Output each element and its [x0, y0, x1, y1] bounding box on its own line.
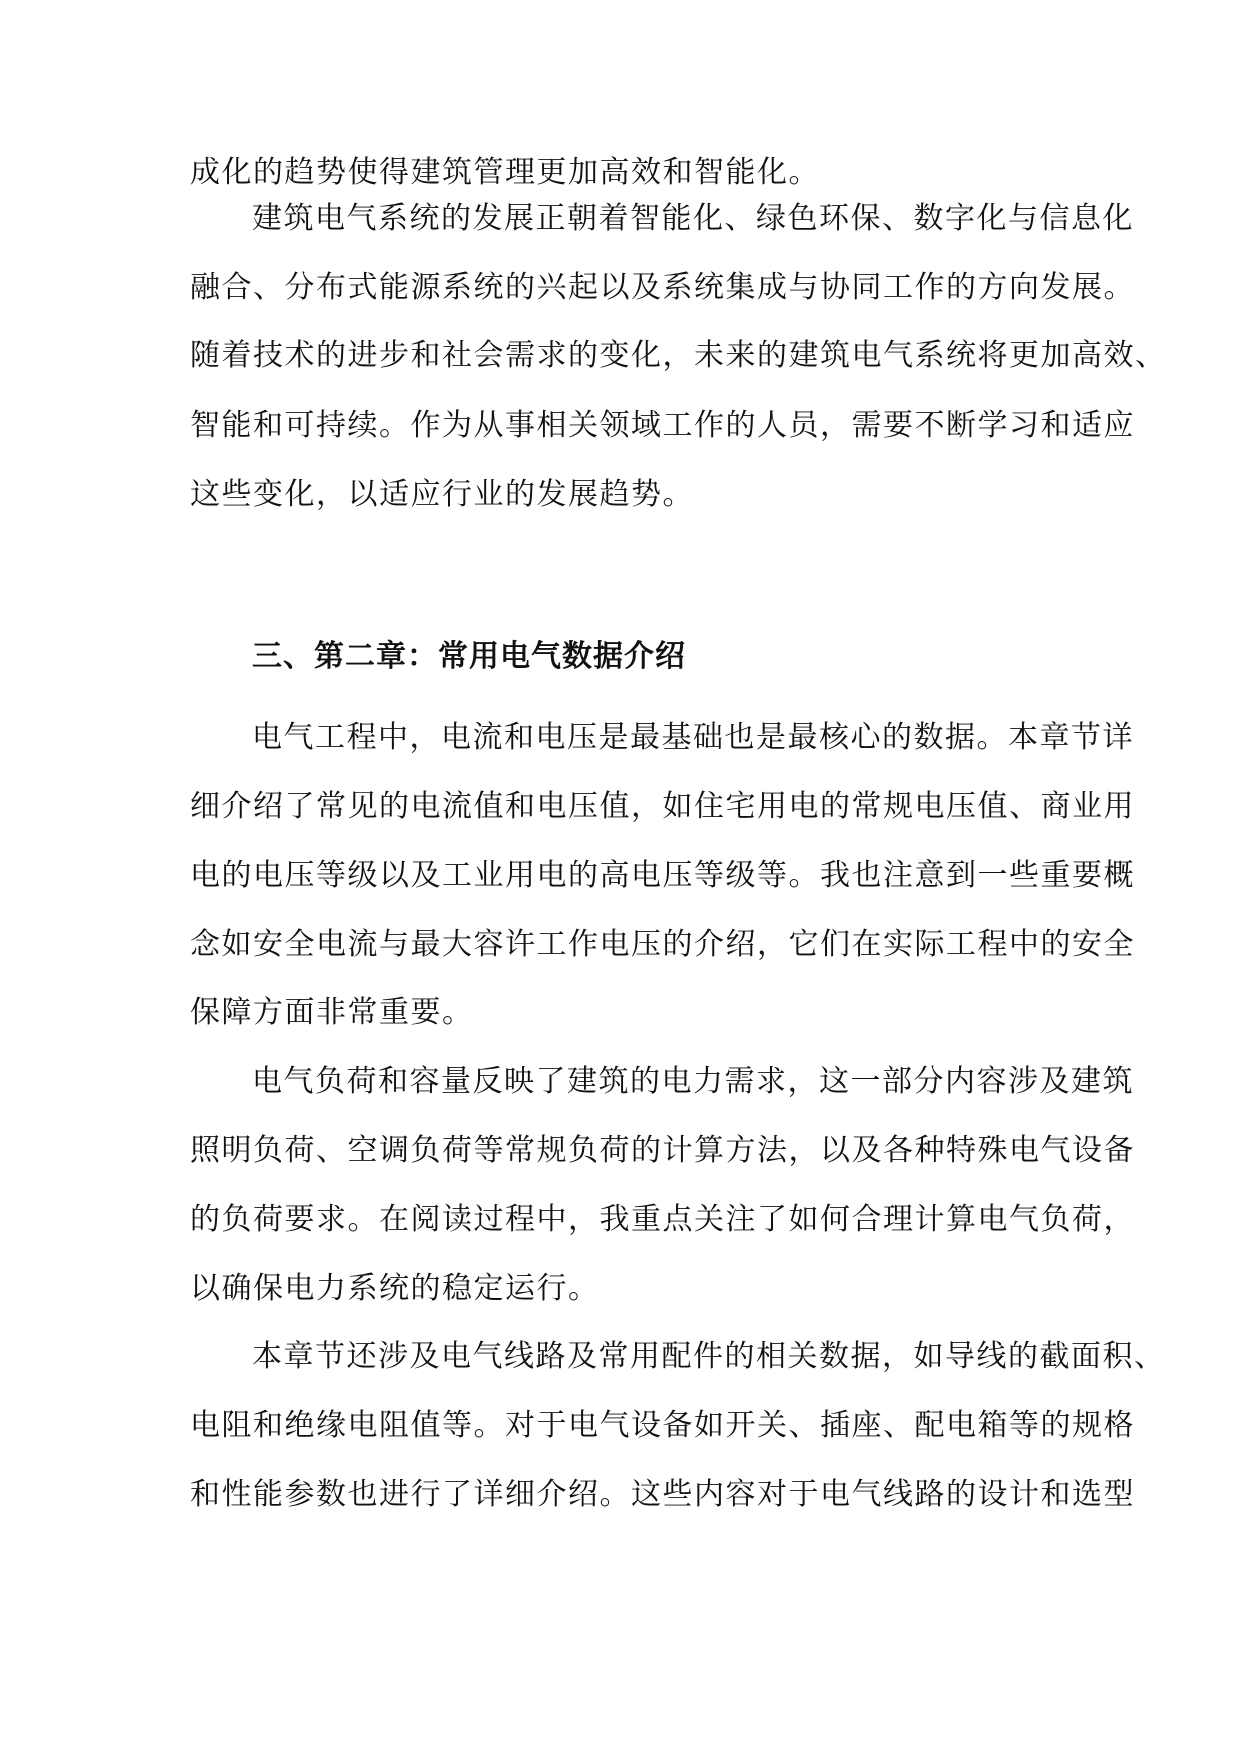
paragraph-3-line-4: 念如安全电流与最大容许工作电压的介绍，它们在实际工程中的安全	[190, 927, 1135, 962]
paragraph-1-line-1: 成化的趋势使得建筑管理更加高效和智能化。	[190, 155, 820, 190]
paragraph-3-line-3: 电的电压等级以及工业用电的高电压等级等。我也注意到一些重要概	[190, 858, 1135, 893]
paragraph-2-line-4: 智能和可持续。作为从事相关领域工作的人员，需要不断学习和适应	[190, 408, 1135, 443]
paragraph-3-line-5: 保障方面非常重要。	[190, 995, 474, 1030]
paragraph-3-line-2: 细介绍了常见的电流值和电压值，如住宅用电的常规电压值、商业用	[190, 789, 1135, 824]
paragraph-2-line-1: 建筑电气系统的发展正朝着智能化、绿色环保、数字化与信息化	[252, 201, 1134, 236]
paragraph-5-line-2: 电阻和绝缘电阻值等。对于电气设备如开关、插座、配电箱等的规格	[190, 1408, 1135, 1443]
paragraph-3-line-1: 电气工程中，电流和电压是最基础也是最核心的数据。本章节详	[252, 720, 1134, 755]
paragraph-4-line-2: 照明负荷、空调负荷等常规负荷的计算方法，以及各种特殊电气设备	[190, 1133, 1135, 1168]
paragraph-4-line-3: 的负荷要求。在阅读过程中，我重点关注了如何合理计算电气负荷，	[190, 1202, 1135, 1237]
chapter-heading: 三、第二章：常用电气数据介绍	[252, 639, 686, 674]
paragraph-2-line-5: 这些变化，以适应行业的发展趋势。	[190, 477, 694, 512]
paragraph-2-line-2: 融合、分布式能源系统的兴起以及系统集成与协同工作的方向发展。	[190, 270, 1135, 305]
paragraph-2-line-3: 随着技术的进步和社会需求的变化，未来的建筑电气系统将更加高效、	[190, 338, 1167, 373]
paragraph-5-line-1: 本章节还涉及电气线路及常用配件的相关数据，如导线的截面积、	[252, 1339, 1166, 1374]
paragraph-4-line-4: 以确保电力系统的稳定运行。	[190, 1271, 600, 1306]
paragraph-5-line-3: 和性能参数也进行了详细介绍。这些内容对于电气线路的设计和选型	[190, 1477, 1135, 1512]
paragraph-4-line-1: 电气负荷和容量反映了建筑的电力需求，这一部分内容涉及建筑	[252, 1064, 1134, 1099]
